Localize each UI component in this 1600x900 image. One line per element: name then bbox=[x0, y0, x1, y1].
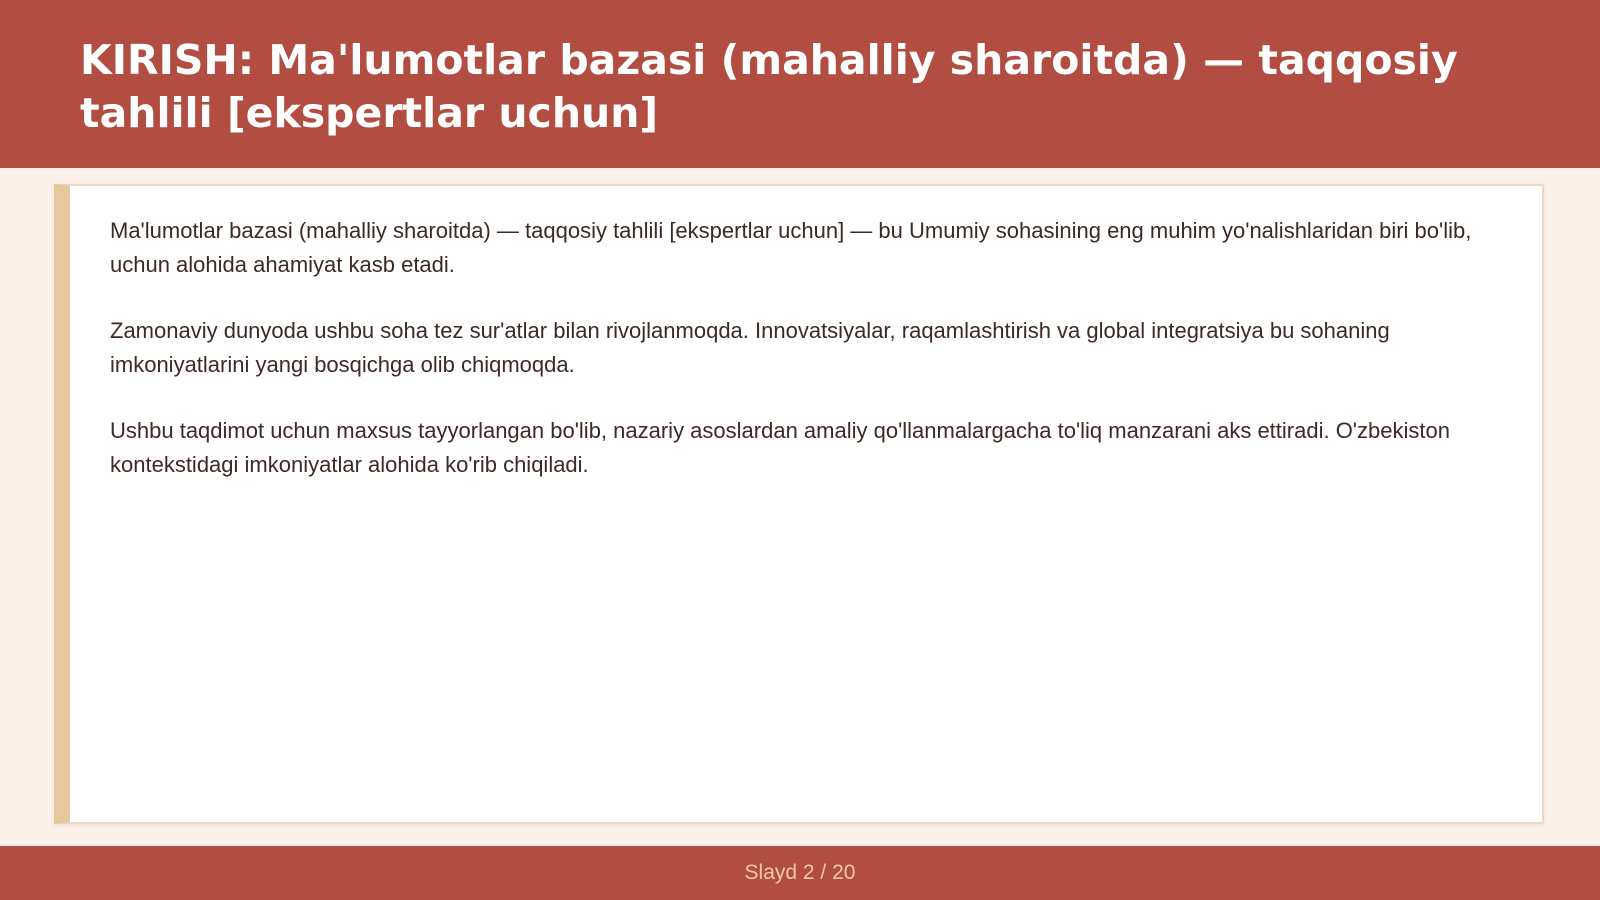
paragraph-presentation-purpose: Ushbu taqdimot uchun maxsus tayyorlangan bo'lib, nazariy asoslardan amaliy qo'llanmalargacha to'liq manzarani aks ettiradi. O'zbekiston kontekstidagi imkoniyatlar alohida ko'rib chiqiladi. bbox=[110, 418, 1450, 477]
slide-header bbox=[0, 0, 1600, 168]
content-body bbox=[110, 214, 1530, 514]
paragraph-intro: Ma'lumotlar bazasi (mahalliy sharoitda) — taqqosiy tahlili [ekspertlar uchun] — bu Umumiy sohasining eng muhim yo'nalishlaridan biri bo'lib, uchun alohida ahamiyat kasb etadi. bbox=[110, 218, 1472, 277]
slide-counter: Slayd 2 / 20 bbox=[744, 861, 856, 884]
slide-footer bbox=[0, 846, 1600, 900]
paragraph-modern-world: Zamonaviy dunyoda ushbu soha tez sur'atlar bilan rivojlanmoqda. Innovatsiyalar, raqamlashtirish va global integratsiya bu sohaning imkoniyatlarini yangi bosqichga olib chiqmoqda. bbox=[110, 318, 1390, 377]
slide-title: KIRISH: Ma'lumotlar bazasi (mahalliy sharoitda) — taqqosiy tahlili [ekspertlar uchun] bbox=[80, 36, 1458, 137]
content-card bbox=[54, 184, 1544, 824]
